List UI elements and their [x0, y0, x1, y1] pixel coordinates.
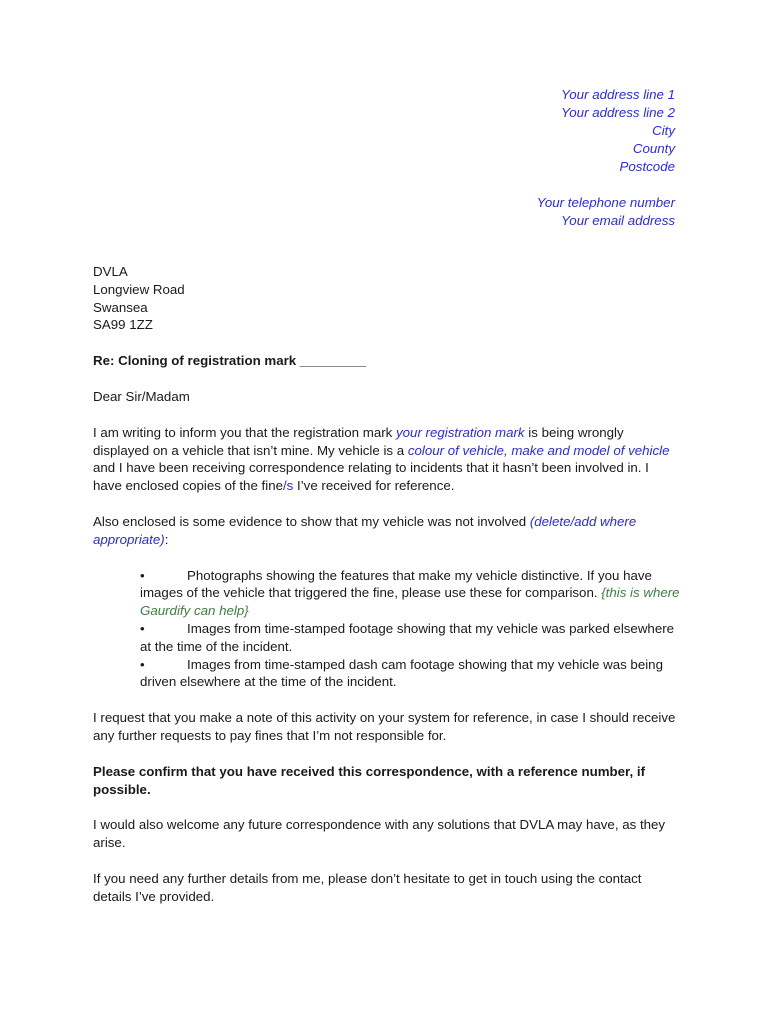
paragraph-text: : [164, 531, 169, 547]
bullet-marker: • [140, 620, 145, 636]
sender-city: City [652, 123, 675, 138]
registration-mark-placeholder: your registration mark [396, 424, 525, 440]
delete-add-placeholder: (delete/add where appropriate) [93, 513, 637, 547]
paragraph-text: I am writing to inform you that the registration mark [93, 424, 396, 440]
list-item-text: Images from time-stamped footage showing that my vehicle was parked elsewhere at the time of the incident. [140, 620, 675, 654]
evidence-list [93, 567, 680, 692]
paragraph-contact: If you need any further details from me, please don’t hesitate to get in touch using the contact details I’ve provided. [93, 870, 642, 904]
list-item-text: Photographs showing the features that make my vehicle distinctive. If you have images of the vehicle that triggered the fine, please use these for comparison. [140, 567, 652, 601]
paragraph-text: is being wrongly displayed on a vehicle that isn’t mine. My vehicle is a [93, 424, 624, 458]
sender-address-line-2: Your address line 2 [561, 105, 675, 120]
sender-county: County [632, 141, 675, 156]
sender-address-block [537, 86, 675, 230]
sender-postcode: Postcode [619, 159, 675, 174]
bullet-marker: • [140, 567, 145, 583]
subject-line: Re: Cloning of registration mark _________ [93, 353, 367, 369]
vehicle-description-placeholder: colour of vehicle, make and model of vehicle [407, 442, 670, 458]
recipient-name: DVLA [93, 264, 128, 279]
plural-placeholder: /s [282, 478, 294, 494]
list-item-text: Images from time-stamped dash cam footage showing that my vehicle was being driven elsewhere at the time of the incident. [140, 656, 663, 690]
recipient-address-block [93, 263, 678, 334]
list-item [140, 620, 680, 656]
paragraph-incident [93, 424, 678, 495]
paragraph-request: I request that you make a note of this activity on your system for reference, in case I should receive any further requests to pay fines that I’m not responsible for. [93, 710, 676, 743]
letter-body [93, 263, 678, 924]
sender-address-line-1: Your address line 1 [561, 87, 675, 102]
paragraph-future-correspondence: I would also welcome any future correspondence with any solutions that DVLA may have, as they arise. [93, 817, 666, 851]
recipient-town: Swansea [93, 299, 148, 315]
paragraph-evidence [93, 513, 678, 549]
paragraph-text: and I have been receiving correspondence relating to incidents that it hasn’t been involved in. I have enclosed copies of the fine [93, 460, 649, 494]
bullet-marker: • [140, 656, 145, 672]
salutation: Dear Sir/Madam [93, 388, 190, 404]
paragraph-text: I’ve received for reference. [293, 478, 455, 494]
sender-telephone: Your telephone number [536, 195, 675, 210]
list-item [140, 656, 680, 692]
paragraph-confirm: Please confirm that you have received this correspondence, with a reference number, if possible. [93, 763, 646, 797]
guardify-note: {this is where Gaurdify can help} [140, 585, 680, 619]
list-item [140, 567, 680, 620]
recipient-postcode: SA99 1ZZ [93, 317, 153, 333]
sender-email: Your email address [561, 213, 675, 228]
paragraph-text: Also enclosed is some evidence to show that my vehicle was not involved [93, 513, 530, 529]
recipient-street: Longview Road [93, 281, 185, 297]
